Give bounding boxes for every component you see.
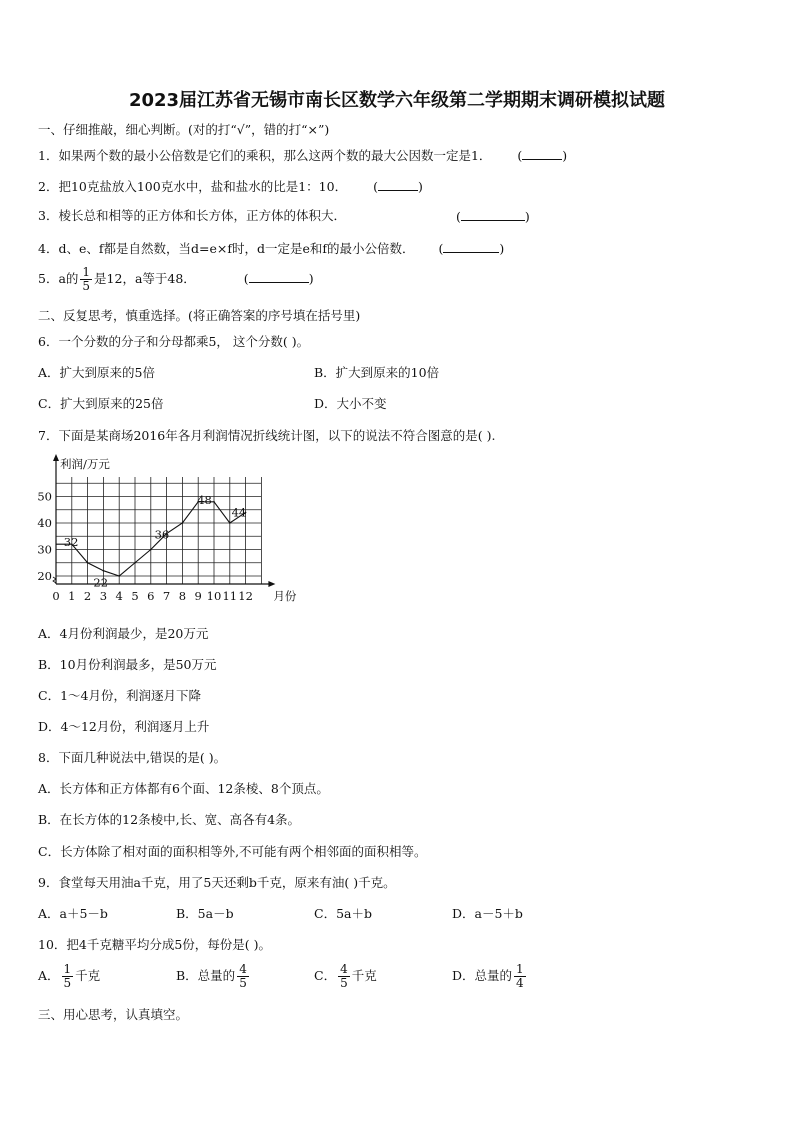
y-tick-label: 20 — [37, 569, 52, 583]
x-tick-label: 11 — [222, 589, 238, 603]
q8-option-a: A．长方体和正方体都有6个面、12条棱、8个顶点。 — [38, 781, 329, 796]
data-point — [118, 575, 120, 577]
question-5-pre: 5．a的 — [38, 271, 79, 286]
q6-option-a: A．扩大到原来的5倍 — [38, 365, 155, 380]
q6-option-c: C．扩大到原来的25倍 — [38, 396, 164, 411]
q10-a-fraction: $\frac{1}{5}$ — [63, 962, 72, 990]
chart-series — [56, 501, 246, 577]
data-point — [229, 522, 231, 524]
q6-option-d: D．大小不变 — [314, 396, 387, 411]
y-tick-label: 50 — [37, 489, 52, 504]
data-label: 44 — [231, 505, 247, 520]
data-label: 32 — [63, 535, 79, 550]
data-label: 48 — [197, 492, 212, 507]
q10-option-d: D．总量的 $\frac{1}{4}$ — [452, 962, 524, 990]
x-tick-label: 9 — [194, 589, 202, 603]
x-tick-label: 1 — [68, 589, 76, 603]
q9-option-a: A．a＋5－b — [38, 906, 108, 921]
data-point — [103, 570, 105, 572]
y-tick-label: 30 — [37, 542, 52, 557]
data-point — [182, 522, 184, 524]
page-title: 2023届江苏省无锡市南长区数学六年级第二学期期末调研模拟试题 — [128, 90, 666, 111]
question-6: 6．一个分数的分子和分母都乘5， 这个分数( )。 — [38, 334, 310, 349]
section2-heading: 二、反复思考，慎重选择。(将正确答案的序号填在括号里) — [38, 308, 361, 323]
x-tick-label: 5 — [131, 589, 139, 603]
chart-data-labels — [64, 493, 246, 590]
q8-option-c: C．长方体除了相对面的面积相等外,不可能有两个相邻面的面积相等。 — [38, 844, 427, 859]
question-2: 2．把10克盐放入100克水中，盐和盐水的比是1：10． ( ) — [38, 179, 423, 194]
data-point — [213, 501, 215, 503]
x-tick-label: 7 — [162, 589, 171, 603]
x-tick-label: 2 — [83, 589, 92, 603]
q10-d-fraction: $\frac{1}{4}$ — [516, 962, 524, 990]
section1-heading: 一、仔细推敲，细心判断。(对的打“√”，错的打“×”) — [38, 122, 330, 137]
q6-option-b: B．扩大到原来的10倍 — [314, 365, 440, 380]
q7-option-d: D．4～12月份，利润逐月上升 — [38, 719, 210, 734]
data-label: 22 — [93, 575, 109, 590]
x-tick-label: 12 — [238, 589, 253, 603]
question-3-text: 3．棱长总和相等的正方体和长方体，正方体的体积大． — [38, 208, 346, 223]
q7-option-b: B．10月份利润最多，是50万元 — [38, 657, 217, 672]
q10-option-a: A． $\frac{1}{5}$ 千克 — [38, 962, 101, 990]
question-9: 9．食堂每天用油a千克，用了5天还剩b千克，原来有油( )千克。 — [38, 875, 396, 890]
x-tick-label: 6 — [147, 589, 155, 603]
data-point — [134, 562, 136, 564]
x-tick-label: 4 — [115, 589, 123, 603]
y-tick-label: 40 — [37, 516, 52, 530]
data-point — [150, 549, 152, 551]
y-axis-arrow — [53, 454, 59, 461]
section3-heading: 三、用心思考，认真填空。 — [38, 1007, 189, 1022]
x-axis-arrow — [268, 581, 275, 587]
profit-line-chart — [34, 452, 297, 610]
question-4: 4．d、e、f都是自然数，当d=e×f时，d一定是e和f的最小公倍数． ( ) — [38, 241, 505, 256]
question-3 — [38, 208, 346, 224]
question-2-text: 2．把10克盐放入100克水中，盐和盐水的比是1：10． — [38, 179, 348, 194]
q9-option-c: C．5a＋b — [314, 906, 372, 921]
data-point — [87, 562, 89, 564]
question-3-blank: ( ) — [456, 209, 530, 224]
question-10: 10．把4千克糖平均分成5份，每份是( )。 — [38, 937, 272, 952]
question-5: 5．a的 $\frac{1}{5}$ 是12，a等于48． ( ) — [38, 265, 314, 293]
q8-option-b: B．在长方体的12条棱中,长、宽、高各有4条。 — [38, 812, 301, 827]
question-1-text: 1．如果两个数的最小公倍数是它们的乘积，那么这两个数的最大公因数一定是1． — [38, 148, 492, 163]
data-label: 36 — [154, 527, 170, 542]
x-tick-label: 10 — [206, 589, 222, 603]
q10-option-c: C． $\frac{4}{5}$ 千克 — [314, 962, 377, 990]
x-tick-label: 8 — [178, 589, 187, 603]
question-8: 8．下面几种说法中,错误的是( )。 — [38, 750, 227, 765]
q10-c-fraction: $\frac{4}{5}$ — [340, 962, 348, 990]
q9-option-b: B．5a－b — [176, 906, 234, 921]
q10-b-fraction: $\frac{4}{5}$ — [239, 962, 247, 990]
question-4-text: 4．d、e、f都是自然数，当d=e×f时，d一定是e和f的最小公倍数． — [38, 241, 415, 256]
x-axis-label: 月份 — [273, 589, 297, 603]
x-tick-label: 3 — [99, 589, 108, 603]
fraction-one-fifth: $\frac{1}{5}$ — [82, 265, 91, 293]
x-tick-label: 0 — [52, 589, 60, 603]
q9-option-d: D．a－5＋b — [452, 906, 523, 921]
q7-option-a: A．4月份利润最少，是20万元 — [38, 626, 209, 641]
question-1: 1．如果两个数的最小公倍数是它们的乘积，那么这两个数的最大公因数一定是1． ( ) — [38, 148, 568, 163]
question-7: 7．下面是某商场2016年各月利润情况折线统计图，以下的说法不符合图意的是( ). — [38, 428, 496, 443]
q10-option-b: B．总量的 $\frac{4}{5}$ — [176, 962, 247, 990]
y-axis-label: 利润/万元 — [60, 457, 110, 471]
q7-option-c: C．1～4月份，利润逐月下降 — [38, 688, 201, 703]
question-5-post: 是12，a等于48． — [94, 271, 196, 286]
